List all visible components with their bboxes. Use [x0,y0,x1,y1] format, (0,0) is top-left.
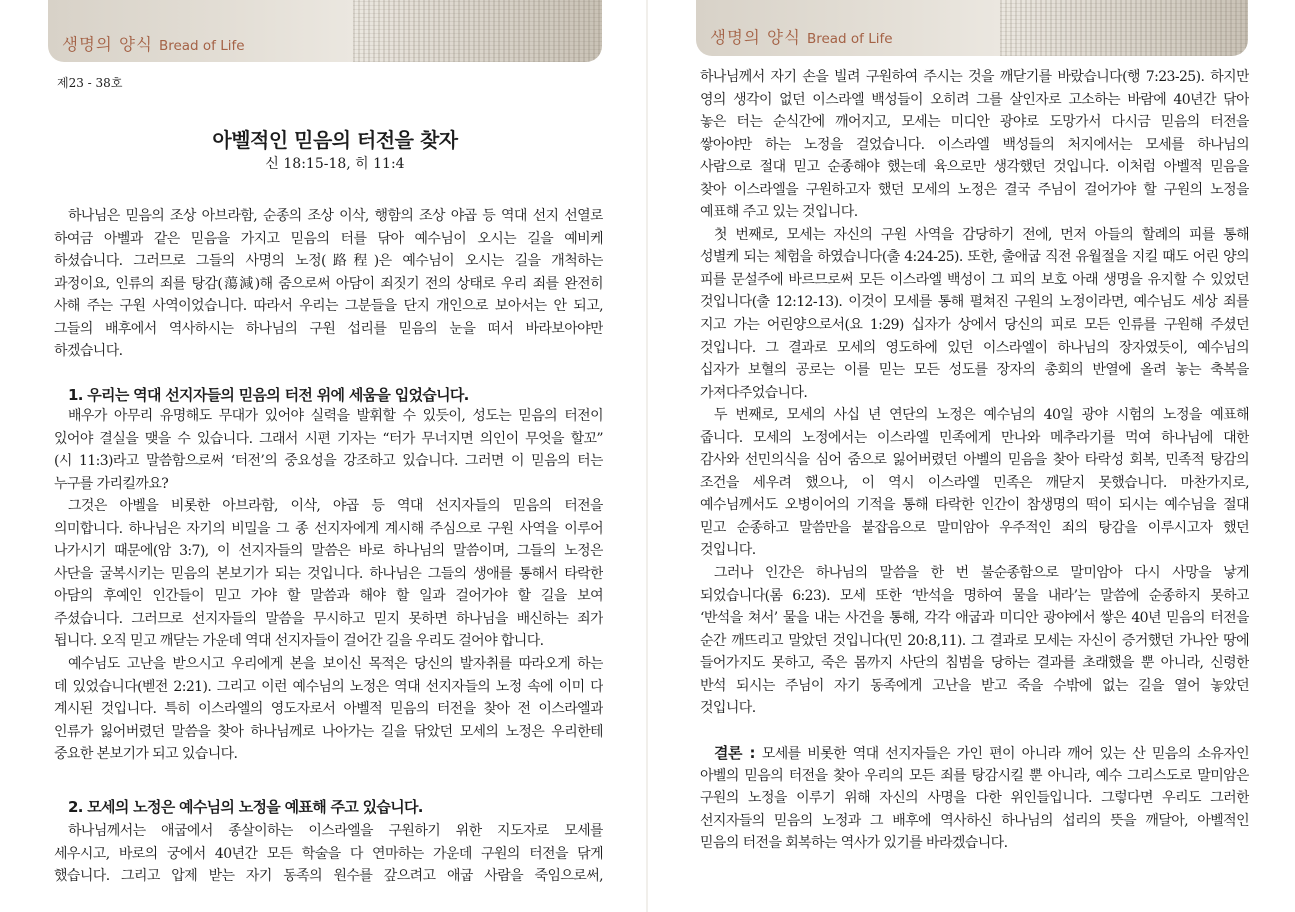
text-line: 선지자들의 믿음의 노정과 그 배후에 역사하신 하나님의 섭리의 뜻을 깨달아, 아벨적인 [700,812,1249,829]
text-line: 주셨습니다. 그러므로 선지자들의 말씀을 무시하고 믿지 못하면 하나님을 배신하는 죄가 [54,610,603,627]
text-line: 조건을 세우려 했으나, 이 역시 이스라엘 민족은 깨닫지 못했습니다. 마찬가지로, [700,474,1249,491]
text-line: ‘반석을 쳐서’ 물을 내는 사건을 통해, 각각 애굽과 미디안 광야에서 쌓은 40년 믿음의 터전을 [700,610,1249,627]
banner-title [62,31,245,55]
text-line: 세우시고, 바로의 궁에서 40년간 모든 학술을 다 연마하는 가운데 구원의 터전을 닦게 [54,845,603,862]
text-line: 아담의 후예인 인간들이 믿고 가야 할 말씀과 해야 할 일과 걸어가야 할 길을 보여 [54,588,603,605]
text-line: 계시된 것입니다. 특히 이스라엘의 영도자로서 아벨적 믿음의 터전을 찾아 전 이스라엘과 [54,701,603,718]
right-body [700,66,1249,720]
banner-title-korean: 생명의 양식 [710,28,801,47]
text-line: 하나님께서는 애굽에서 종살이하는 이스라엘을 구원하기 위한 지도자로 모세를 [68,823,603,839]
header-banner [696,0,1248,56]
section-heading-2: 2. 모세의 노정은 예수님의 노정을 예표해 주고 있습니다. [68,798,423,816]
text-line: 것입니다(출 12:12-13). 이것이 모세를 통해 펼쳐진 구원의 노정이라면, 예수님도 세상 죄를 [700,294,1249,311]
issue-number: 제23 - 38호 [57,76,123,90]
scripture-reference: 신 18:15-18, 히 11:4 [265,156,405,172]
text-line: 가져다주었습니다. [700,384,808,401]
text-line: 지고 가는 어린양으로서(요 1:29) 십자가 상에서 당신의 피로 모든 인류를 구원해 주셨던 [700,317,1249,334]
text-line: 하여금 아벨과 같은 믿음을 가지고 믿음의 터를 닦아 예수님이 오시는 길을 예비케 [54,230,603,247]
text-line: 들어가지도 못하고, 죽은 몸까지 사단의 침범을 당하는 결과를 초래했을 뿐 아니라, 신령한 [700,655,1249,672]
text-line: 구원의 노정을 이루기 위해 자신의 사명을 다한 위인들입니다. 그렇다면 우리도 그러한 [700,790,1249,807]
text-line: 피를 문설주에 바르므로써 모든 이스라엘 백성이 그 피의 보호 아래 생명을 유지할 수 있었던 [700,271,1249,288]
banner-title-english: Bread of Life [806,31,893,47]
text-line: 되었습니다(롬 6:23). 모세 또한 ‘반석을 명하여 물을 내라’는 말씀에 순종하지 못하고 [700,587,1249,604]
section-heading-1: 1. 우리는 역대 선지자들의 믿음의 터전 위에 세움을 입었습니다. [68,386,469,404]
text-line: 그들의 배후에서 역사하시는 하나님의 구원 섭리를 믿음의 눈을 떠서 바라보아야만 [54,320,603,337]
text-line: 첫 번째로, 모세는 자신의 구원 사역을 감당하기 전에, 먼저 아들의 할례의 피를 통해 [714,226,1249,243]
text-line: 사해 주는 구원 사역이었습니다. 따라서 우리는 그분들을 단지 개인으로 보아서는 안 되고, [54,298,603,315]
text-line: 줍니다. 모세의 노정에서는 이스라엘 민족에게 만나와 메추라기를 먹여 하나님에 대한 [700,429,1249,446]
text-line: 하나님께서 자기 손을 빌려 구원하여 주시는 것을 깨닫기를 바랐습니다(행 7:23-25). 하지만 [700,69,1249,85]
text-line: 믿고 순종하고 말씀만을 붙잡음으로 말미암아 우주적인 죄의 탕감을 이루시고자 했던 [700,519,1249,536]
text-line: 놓은 터는 순식간에 깨어지고, 모세는 미디안 광야로 도망가서 다시금 믿음의 터전을 [700,114,1249,131]
conclusion-label: 결론 : [714,744,756,762]
left-page [0,0,647,912]
text-line: 것입니다. 그 결과로 모세의 영도하에 있던 이스라엘이 하나님의 장자였듯이, 예수님의 [700,339,1249,356]
conclusion-text: 모세를 비롯한 역대 선지자들은 가인 편이 아니라 깨어 있는 산 믿음의 소유자인 [761,746,1249,762]
conclusion [700,742,1249,855]
text-line: 순간 깨뜨리고 말았던 것입니다(민 20:8,11). 그 결과로 모세는 자신이 증거했던 가나안 땅에 [700,632,1249,649]
text-line: 예수님도 고난을 받으시고 우리에게 본을 보이신 목적은 당신의 발자취를 따라오게 하는 [68,656,603,673]
text-line: 데 있었습니다(벧전 2:21). 그리고 이런 예수님의 노정은 역대 선지자들의 노정 속에 이미 다 [54,678,603,695]
text-line: 누구를 가리킬까요? [54,475,169,492]
text-line: 있어야 결실을 맺을 수 있습니다. 그래서 시편 기자는 “터가 무너지면 의인이 무엇을 할꼬” [54,430,603,447]
text-line: 하나님은 믿음의 조상 아브라함, 순종의 조상 이삭, 행함의 조상 야곱 등 역대 선지 선열로 [68,208,603,224]
right-page [648,0,1295,912]
text-line: 아벨의 믿음의 터전을 찾아 우리의 모든 죄를 탕감시킬 뿐 아니라, 예수 그리스도로 말미암은 [700,767,1249,784]
text-line: 의미합니다. 하나님은 자기의 비밀을 그 종 선지자에게 계시해 주심으로 구원 사역을 이루어 [54,520,603,537]
text-line: 것입니다. [700,542,756,559]
text-line: 십자가 보혈의 공로는 이를 믿는 모든 성도를 장자의 총회의 반열에 올려 놓는 축복을 [700,362,1249,379]
text-line: (시 11:3)라고 말씀함으로써 ‘터전’의 중요성을 강조하고 있습니다. 그러면 이 믿음의 터는 [54,453,603,470]
text-line: 했습니다. 그리고 압제 받는 자기 동족의 원수를 갚으려고 애굽 사람을 죽임으로써, [54,868,603,885]
text-line: 찾아 이스라엘을 구원하고자 했던 모세의 노정은 결국 주님이 걸어가야 할 구원의 노정을 [700,181,1249,198]
text-line: 것입니다. [700,700,756,717]
text-line: 과정이요, 인류의 죄를 탕감(蕩減)해 줌으로써 아담이 죄짓기 전의 상태로 우리 죄를 완전히 [54,275,603,292]
text-line: 하겠습니다. [54,343,123,360]
text-line: 성별케 되는 체험을 하였습니다(출 4:24-25). 또한, 출애굽 직전 유월절을 지킬 때도 어린 양의 [700,249,1249,266]
text-line: 믿음의 터전을 회복하는 역사가 있기를 바라겠습니다. [700,835,1008,852]
text-line: 쌓아야만 하는 노정을 걸었습니다. 이스라엘 백성들의 처지에서는 모세를 하나님의 [700,136,1249,153]
text-line: 나가시기 때문에(암 3:7), 이 선지자들의 말씀은 바로 하나님의 말씀이며, 그들의 노정은 [54,543,603,560]
text-line: 사람으로 절대 믿고 순종해야 했는데 육으로만 생각했던 것입니다. 이처럼 아벨적 믿음을 [700,159,1249,176]
text-line: 그것은 아벨을 비롯한 아브라함, 이삭, 야곱 등 역대 선지자들의 믿음의 터전을 [68,498,603,515]
text-line: 영의 생각이 없던 이스라엘 백성들이 오히려 그를 살인자로 고소하는 바람에 40년간 닦아 [700,91,1249,108]
sermon-title: 아벨적인 믿음의 터전을 찾자 [212,128,458,152]
intro-paragraph [54,205,603,363]
text-line: 사단을 굴복시키는 믿음의 본보기가 되는 것입니다. 하나님은 그들의 생애를 통해서 타락한 [54,565,603,582]
text-line: 감사와 선민의식을 심어 줌으로 잃어버렸던 아벨의 믿음을 찾아 타락성 회복, 민족적 탕감의 [700,452,1249,469]
section-2-body [54,820,603,888]
text-line: 하셨습니다. 그러므로 그들의 사명의 노정(路程)은 예수님이 오시는 길을 개척하는 [54,253,603,270]
text-line: 됩니다. 오직 믿고 깨닫는 가운데 역대 선지자들이 걸어간 길을 우리도 걸어야 합니다. [54,633,544,650]
section-1-body [54,405,603,766]
banner-title [710,24,893,48]
text-line: 중요한 본보기가 되고 있습니다. [54,746,238,763]
banner-title-english: Bread of Life [158,38,245,54]
text-line: 예표해 주고 있는 것입니다. [700,204,858,221]
text-line: 인류가 잃어버렸던 말씀을 찾아 하나님께로 나아가는 길을 닦았던 모세의 노정은 우리한테 [54,723,603,740]
text-line: 예수님께서도 오병이어의 기적을 통해 타락한 인간이 참생명의 떡이 되시는 예수님을 절대 [700,497,1249,514]
conclusion-first-line [700,742,1249,765]
text-line: 두 번째로, 모세의 사십 년 연단의 노정은 예수님의 40일 광야 시험의 노정을 예표해 [714,407,1249,424]
text-line: 그러나 인간은 하나님의 말씀을 한 번 불순종함으로 말미암아 다시 사망을 낳게 [714,565,1249,582]
header-banner [48,0,602,62]
text-line: 반석 되시는 주님이 자기 동족에게 고난을 받고 죽을 수밖에 없는 길을 열어 놓았던 [700,677,1249,694]
text-line: 배우가 아무리 유명해도 무대가 있어야 실력을 발휘할 수 있듯이, 성도는 믿음의 터전이 [68,408,603,424]
banner-title-korean: 생명의 양식 [62,35,153,54]
